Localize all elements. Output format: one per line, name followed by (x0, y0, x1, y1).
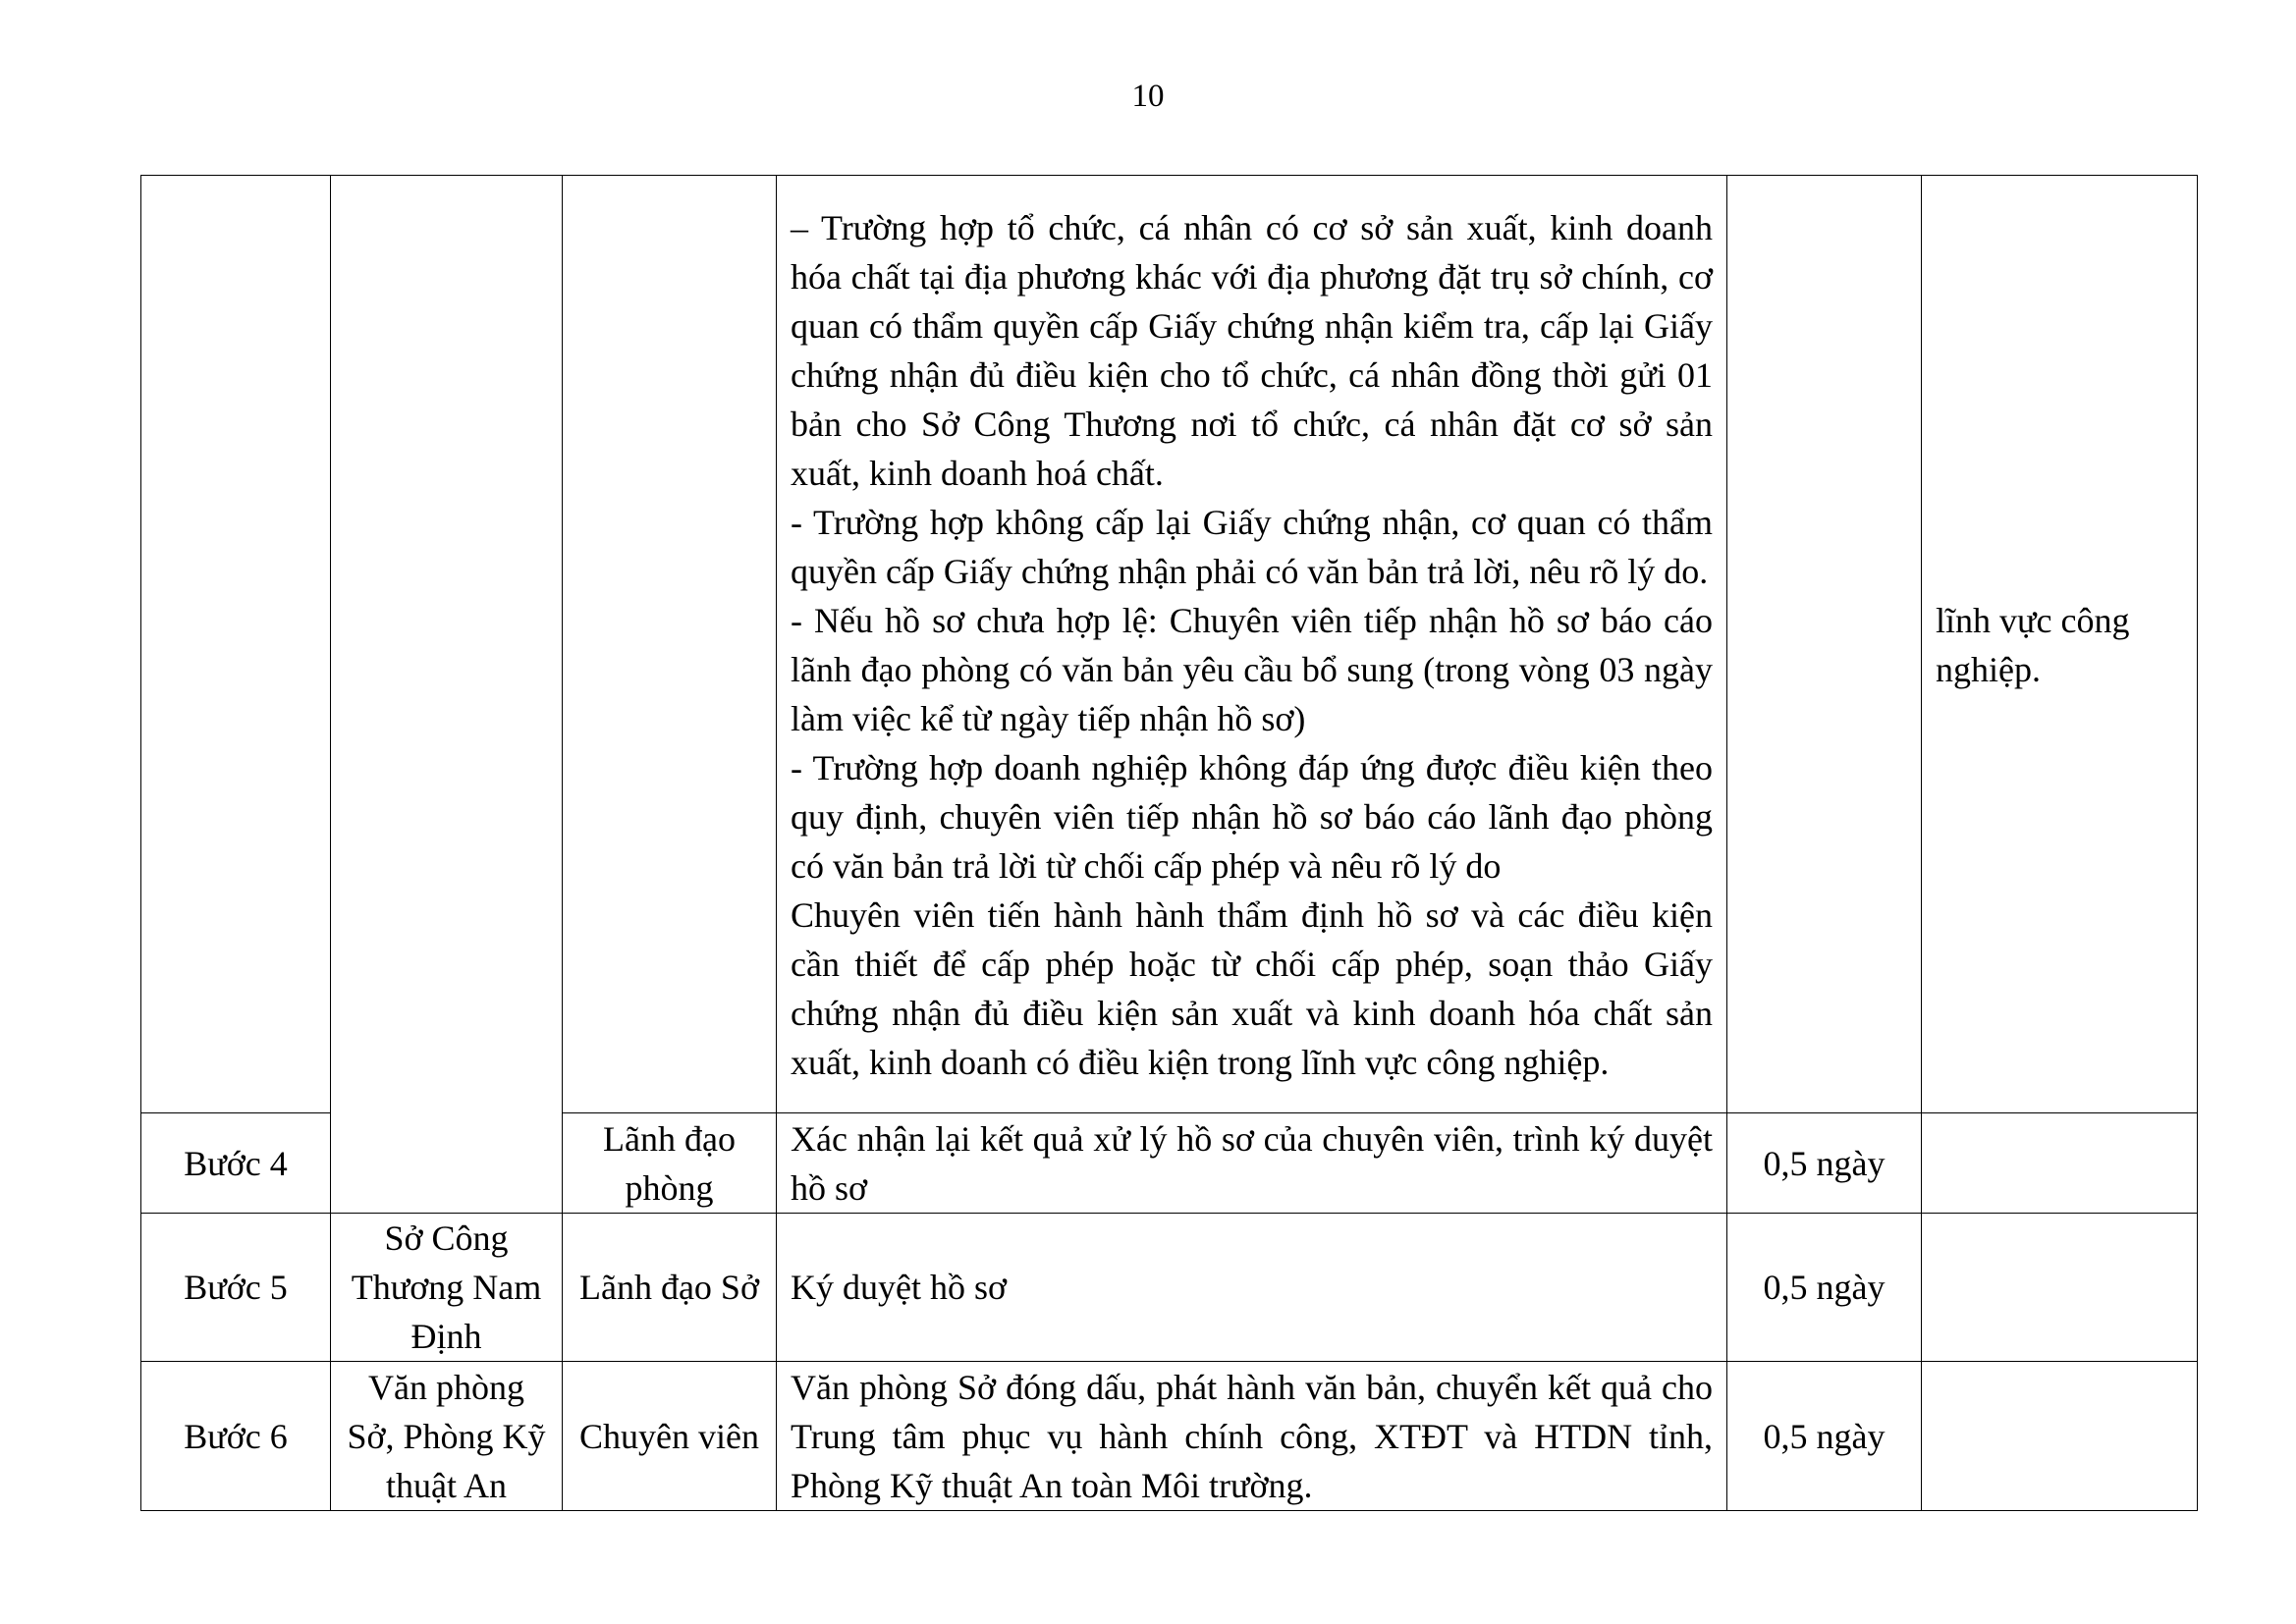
time-cell: 0,5 ngày (1727, 1362, 1922, 1511)
performer-cell-empty (563, 176, 777, 1113)
unit-cell: Văn phòng Sở, Phòng Kỹ thuật An (331, 1362, 563, 1511)
note-cell-empty (1922, 1214, 2198, 1362)
content-paragraph: - Trường hợp doanh nghiệp không đáp ứng được điều kiện theo quy định, chuyên viên tiếp nhận hồ sơ báo cáo lãnh đạo phòng có văn bản trả lời từ chối cấp phép và nêu rõ lý do (791, 748, 1713, 886)
content-text: Văn phòng Sở đóng dấu, phát hành văn bản, chuyển kết quả cho Trung tâm phục vụ hành chính công, XTĐT và HTDN tỉnh, Phòng Kỹ thuật An toàn Môi trường. (791, 1367, 1713, 1505)
content-paragraph: - Nếu hồ sơ chưa hợp lệ: Chuyên viên tiếp nhận hồ sơ báo cáo lãnh đạo phòng có văn bản yêu cầu bổ sung (trong vòng 03 ngày làm việc kể từ ngày tiếp nhận hồ sơ) (791, 601, 1713, 738)
note-cell-empty (1922, 1362, 2198, 1511)
content-cell-continued (777, 176, 1727, 1113)
unit-cell: Sở Công Thương Nam Định (331, 1214, 563, 1362)
content-cell (777, 1362, 1727, 1511)
content-cell: Ký duyệt hồ sơ (777, 1214, 1727, 1362)
time-cell: 0,5 ngày (1727, 1214, 1922, 1362)
step-label: Bước 6 (141, 1362, 331, 1511)
step-label: Bước 5 (141, 1214, 331, 1362)
table-row-continued (141, 176, 2198, 1113)
note-cell (1922, 176, 2198, 1113)
content-paragraph: – Trường hợp tổ chức, cá nhân có cơ sở sản xuất, kinh doanh hóa chất tại địa phương khác với địa phương đặt trụ sở chính, cơ quan có thẩm quyền cấp Giấy chứng nhận kiểm tra, cấp lại Giấy chứng nhận đủ điều kiện cho tổ chức, cá nhân đồng thời gửi 01 bản cho Sở Công Thương nơi tổ chức, cá nhân đặt cơ sở sản xuất, kinh doanh hoá chất. (791, 208, 1713, 493)
table-row-step-6 (141, 1362, 2198, 1511)
procedure-table (140, 175, 2198, 1511)
time-cell-empty (1727, 176, 1922, 1113)
step-label: Bước 4 (141, 1113, 331, 1214)
content-paragraph: Chuyên viên tiến hành hành thẩm định hồ sơ và các điều kiện cần thiết để cấp phép hoặc từ chối cấp phép, soạn thảo Giấy chứng nhận đủ điều kiện sản xuất và kinh doanh hóa chất sản xuất, kinh doanh có điều kiện trong lĩnh vực công nghiệp. (791, 895, 1713, 1082)
time-cell: 0,5 ngày (1727, 1113, 1922, 1214)
unit-cell-empty (331, 176, 563, 1214)
step-cell-empty (141, 176, 331, 1113)
note-cell-empty (1922, 1113, 2198, 1214)
performer-cell: Lãnh đạo Sở (563, 1214, 777, 1362)
performer-cell: Lãnh đạo phòng (563, 1113, 777, 1214)
content-cell (777, 1113, 1727, 1214)
performer-cell: Chuyên viên (563, 1362, 777, 1511)
page-number: 10 (1131, 79, 1165, 114)
table-row-step-5 (141, 1214, 2198, 1362)
content-paragraph: - Trường hợp không cấp lại Giấy chứng nhận, cơ quan có thẩm quyền cấp Giấy chứng nhận phải có văn bản trả lời, nêu rõ lý do. (791, 503, 1713, 591)
note-text: lĩnh vực công nghiệp. (1936, 601, 2130, 689)
content-text: Xác nhận lại kết quả xử lý hồ sơ của chuyên viên, trình ký duyệt hồ sơ (791, 1118, 1713, 1208)
